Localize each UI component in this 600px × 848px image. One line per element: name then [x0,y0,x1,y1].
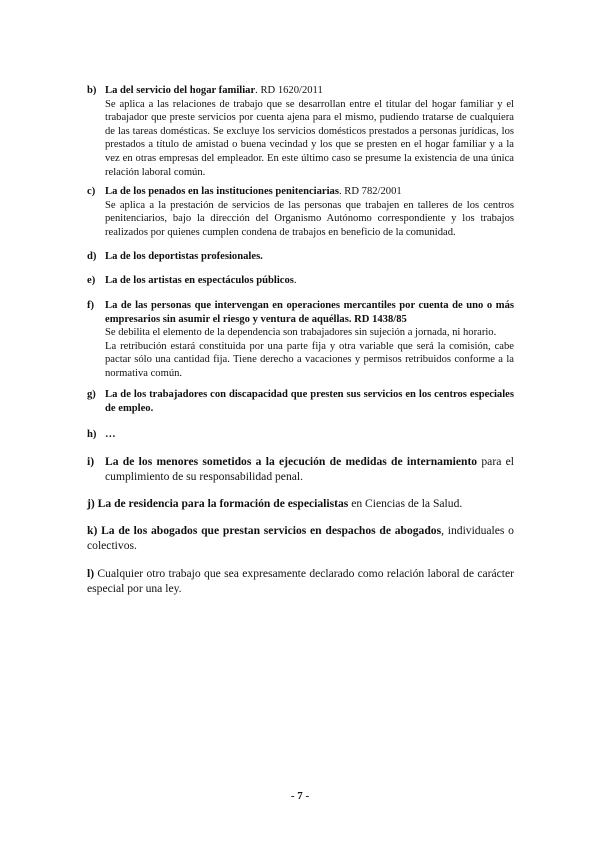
item-letter: l) [87,567,95,580]
item-title: La de los abogados que prestan servicios en despachos de abogados [101,524,442,537]
item-letter: e) [87,275,96,286]
item-b [87,84,514,179]
item-text: La retribución estará constituida por una parte fija y otra variable que será la comisión, cabe pactar sólo una cantidad fija. Tiene derecho a vacaciones y permisos retribuidos conforme a la normativa común. [105,340,514,379]
item-title: La de los menores sometidos a la ejecución de medidas de internamiento [105,455,478,468]
item-k [87,523,514,553]
item-letter: k) [87,524,98,537]
item-text: Se debilita el elemento de la dependencia son trabajadores sin sujeción a jornada, ni horario. [105,327,497,339]
item-title: La de los penados en las instituciones penitenciarias [105,186,339,197]
item-letter: f) [87,300,95,311]
item-text: en Ciencias de la Salud. [348,497,463,510]
item-i [87,454,514,484]
item-text: Se aplica a la prestación de servicios de las personas que trabajen en talleres de los centros penitenciarios, bajo la dirección del Organismo Autónomo correspondiente y los trabajos realizados por quienes cumplen condena de trabajos en beneficio de la comunidad. [105,199,514,238]
item-text: Se aplica a las relaciones de trabajo que se desarrollan entre el titular del hogar familiar y el trabajador que preste servicios por cuenta ajena para el mismo, pudiendo tratarse de cualquiera de las tareas domésticas. Se excluye los servicios domésticos prestados a personas jurídicas, los prestados a título de amistad o buena vecindad y los que se presten en el hogar familiar y a la vez en otras empresas del empleador. En este último caso se presume la existencia de una única relación laboral común. [105,98,514,178]
page-number: - 7 - [290,790,310,802]
item-g [87,388,514,415]
item-e [87,274,514,288]
item-reference: . RD 1620/2011 [255,85,323,96]
item-punct: . [293,275,297,286]
item-reference: . RD 782/2001 [338,186,402,197]
item-j [87,496,514,511]
item-letter: b) [87,85,97,96]
item-letter: d) [87,251,97,262]
item-l [87,566,514,596]
item-text: para el cumplimiento de su responsabilidad penal. [105,455,514,484]
item-f [87,299,514,381]
item-letter: j) [87,497,95,510]
item-title: … [105,429,116,440]
item-letter: i) [87,455,95,468]
item-letter: h) [87,429,97,440]
item-title: La de residencia para la formación de especialistas [97,497,349,510]
item-d [87,250,514,264]
item-title: La de los artistas en espectáculos públicos [105,275,294,286]
item-title: La de las personas que intervengan en operaciones mercantiles por cuenta de uno o más empresarios sin asumir el riesgo y ventura de aquéllas. RD 1438/85 [105,300,514,325]
item-letter: g) [87,389,96,400]
item-c [87,185,514,239]
item-text: , individuales o colectivos. [87,524,514,553]
item-title: La del servicio del hogar familiar [105,85,256,96]
item-title: La de los deportistas profesionales. [105,251,263,262]
item-letter: c) [87,186,96,197]
item-text: Cualquier otro trabajo que sea expresamente declarado como relación laboral de carácter especial por una ley. [87,567,514,596]
item-h [87,428,514,442]
item-title: La de los trabajadores con discapacidad que presten sus servicios en los centros especiales de empleo. [105,389,514,414]
